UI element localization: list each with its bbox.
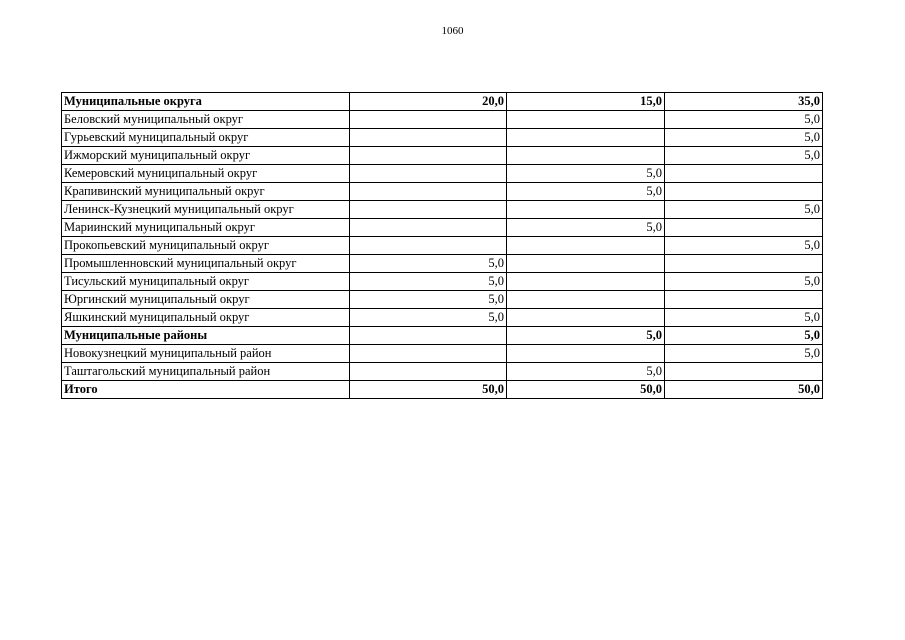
- page-number: 1060: [441, 25, 464, 37]
- value-cell-col1: [350, 345, 507, 363]
- row-name-cell: Ленинск-Кузнецкий муниципальный округ: [62, 201, 350, 219]
- row-name-cell: Кемеровский муниципальный округ: [62, 165, 350, 183]
- value-cell-col1: [350, 327, 507, 345]
- table-row: [62, 201, 823, 219]
- value-cell-col2: 50,0: [507, 381, 665, 399]
- row-name-cell: Юргинский муниципальный округ: [62, 291, 350, 309]
- row-name-cell: Гурьевский муниципальный округ: [62, 129, 350, 147]
- value-cell-col2: [507, 345, 665, 363]
- value-cell-col2: [507, 291, 665, 309]
- value-cell-col3: [665, 291, 823, 309]
- value-cell-col3: 5,0: [665, 129, 823, 147]
- table-row: [62, 165, 823, 183]
- table-row: [62, 345, 823, 363]
- value-cell-col1: [350, 111, 507, 129]
- value-cell-col2: [507, 129, 665, 147]
- table-summary-row: [62, 327, 823, 345]
- value-cell-col2: [507, 201, 665, 219]
- value-cell-col3: 35,0: [665, 93, 823, 111]
- value-cell-col3: 5,0: [665, 345, 823, 363]
- row-name-cell: Таштагольский муниципальный район: [62, 363, 350, 381]
- value-cell-col2: 5,0: [507, 219, 665, 237]
- value-cell-col1: 20,0: [350, 93, 507, 111]
- value-cell-col1: [350, 165, 507, 183]
- value-cell-col2: 5,0: [507, 363, 665, 381]
- table-row: [62, 291, 823, 309]
- value-cell-col3: [665, 165, 823, 183]
- value-cell-col3: [665, 219, 823, 237]
- row-name-cell: Новокузнецкий муниципальный район: [62, 345, 350, 363]
- value-cell-col1: [350, 219, 507, 237]
- row-name-cell: Прокопьевский муниципальный округ: [62, 237, 350, 255]
- value-cell-col1: 5,0: [350, 291, 507, 309]
- row-name-cell: Муниципальные округа: [62, 93, 350, 111]
- table-row: [62, 111, 823, 129]
- value-cell-col3: 5,0: [665, 237, 823, 255]
- value-cell-col2: [507, 273, 665, 291]
- table-row: [62, 255, 823, 273]
- value-cell-col3: [665, 255, 823, 273]
- value-cell-col3: 50,0: [665, 381, 823, 399]
- value-cell-col1: 5,0: [350, 273, 507, 291]
- row-name-cell: Беловский муниципальный округ: [62, 111, 350, 129]
- value-cell-col3: 5,0: [665, 309, 823, 327]
- row-name-cell: Яшкинский муниципальный округ: [62, 309, 350, 327]
- value-cell-col2: 5,0: [507, 183, 665, 201]
- value-cell-col2: [507, 309, 665, 327]
- table-body: [62, 93, 823, 399]
- value-cell-col2: 5,0: [507, 327, 665, 345]
- row-name-cell: Промышленновский муниципальный округ: [62, 255, 350, 273]
- value-cell-col3: [665, 183, 823, 201]
- table-row: [62, 237, 823, 255]
- value-cell-col3: 5,0: [665, 273, 823, 291]
- allocation-table: [61, 92, 823, 399]
- table-row: [62, 363, 823, 381]
- row-name-cell: Итого: [62, 381, 350, 399]
- row-name-cell: Ижморский муниципальный округ: [62, 147, 350, 165]
- table-row: [62, 129, 823, 147]
- value-cell-col3: 5,0: [665, 201, 823, 219]
- table-summary-row: [62, 381, 823, 399]
- value-cell-col1: [350, 147, 507, 165]
- table-row: [62, 309, 823, 327]
- value-cell-col3: 5,0: [665, 327, 823, 345]
- table-summary-row: [62, 93, 823, 111]
- table-row: [62, 183, 823, 201]
- value-cell-col3: [665, 363, 823, 381]
- value-cell-col2: [507, 111, 665, 129]
- table-row: [62, 219, 823, 237]
- row-name-cell: Тисульский муниципальный округ: [62, 273, 350, 291]
- value-cell-col1: [350, 183, 507, 201]
- value-cell-col2: 15,0: [507, 93, 665, 111]
- value-cell-col1: [350, 201, 507, 219]
- value-cell-col1: [350, 237, 507, 255]
- value-cell-col2: [507, 147, 665, 165]
- value-cell-col1: 5,0: [350, 255, 507, 273]
- row-name-cell: Мариинский муниципальный округ: [62, 219, 350, 237]
- value-cell-col3: 5,0: [665, 111, 823, 129]
- table-row: [62, 147, 823, 165]
- value-cell-col1: [350, 129, 507, 147]
- value-cell-col1: 5,0: [350, 309, 507, 327]
- value-cell-col2: [507, 255, 665, 273]
- row-name-cell: Муниципальные районы: [62, 327, 350, 345]
- value-cell-col3: 5,0: [665, 147, 823, 165]
- value-cell-col2: 5,0: [507, 165, 665, 183]
- table-row: [62, 273, 823, 291]
- value-cell-col1: 50,0: [350, 381, 507, 399]
- value-cell-col1: [350, 363, 507, 381]
- value-cell-col2: [507, 237, 665, 255]
- row-name-cell: Крапивинский муниципальный округ: [62, 183, 350, 201]
